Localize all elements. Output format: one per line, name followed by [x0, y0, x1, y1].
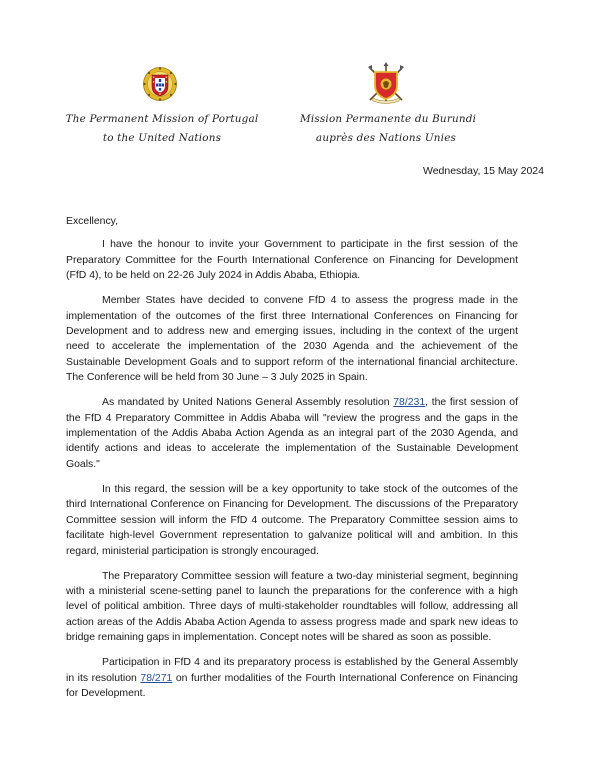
- paragraph-mandate-text-end: , the first session of the FfD 4 Preparatory Committee in Addis Ababa will "review the progress and the gaps in the implementation of the Addis Ababa Action Agenda as an integral part of the 2030 Agenda, and identify actions and ideas to accelerate the implementation of the Sustainable Development Goals.": [66, 397, 518, 470]
- salutation: Excellency,: [66, 216, 119, 227]
- resolution-78-231-link[interactable]: 78/231: [393, 397, 426, 409]
- portugal-coat-of-arms-icon: [142, 63, 178, 103]
- burundi-mission-line1: Mission Permanente du Burundi: [300, 113, 477, 125]
- burundi-mission-line2: auprès des Nations Unies: [315, 132, 457, 144]
- paragraph-mandate: [66, 395, 518, 472]
- resolution-78-271-link[interactable]: 78/271: [140, 672, 173, 684]
- paragraph-conference-purpose: Member States have decided to convene FfD 4 to assess the progress made in the implementation of the outcomes of the first three International Conferences on Financing for Development and to address new and emerging issues, including in the context of the urgent need to accelerate the implementation of the 2030 Agenda and the achievement of the Sustainable Development Goals and to support reform of the international financial architecture. The Conference will be held from 30 June – 3 July 2025 in Spain.: [66, 295, 518, 384]
- paragraph-participation: [66, 655, 518, 701]
- burundi-coat-of-arms-icon: [366, 62, 406, 104]
- paragraph-participation-text-end: on further modalities of the Fourth International Conference on Financing for Development.: [66, 672, 518, 699]
- letter-body: [66, 214, 518, 711]
- paragraph-opportunity: In this regard, the session will be a key opportunity to take stock of the outcomes of the third International Conference on Financing for Development. The discussions of the Preparatory Committee session will inform the FfD 4 outcome. The Preparatory Committee session aims to facilitate high-level Government representation to galvanize political will and ambition. In this regard, ministerial participation is strongly encouraged.: [66, 483, 518, 557]
- portugal-mission-line2: to the United Nations: [102, 132, 222, 144]
- paragraph-ministerial-segment: The Preparatory Committee session will feature a two-day ministerial segment, beginning with a ministerial scene-setting panel to launch the preparations for the conference with a high level of political ambition. Three days of multi-stakeholder roundtables will follow, addressing all action areas of the Addis Ababa Action Agenda to assess progress made and spark new ideas to bridge remaining gaps in implementation. Concept notes will be shared as soon as possible.: [66, 570, 518, 644]
- burundi-mission-letterhead: [300, 110, 477, 148]
- portugal-mission-line1: The Permanent Mission of Portugal: [65, 113, 259, 125]
- paragraph-mandate-text-start: As mandated by United Nations General Assembly resolution: [102, 397, 394, 409]
- paragraph-participation-text-start: Participation in FfD 4 and its preparatory process is established by the General Assembly in its resolution: [66, 657, 518, 684]
- portugal-mission-letterhead: [62, 110, 262, 148]
- paragraph-invitation: I have the honour to invite your Government to participate in the first session of the Preparatory Committee for the Fourth International Conference on Financing for Development (FfD 4), to be held on 22-26 July 2024 in Addis Ababa, Ethiopia.: [66, 239, 518, 282]
- letter-date: Wednesday, 15 May 2024: [422, 165, 544, 177]
